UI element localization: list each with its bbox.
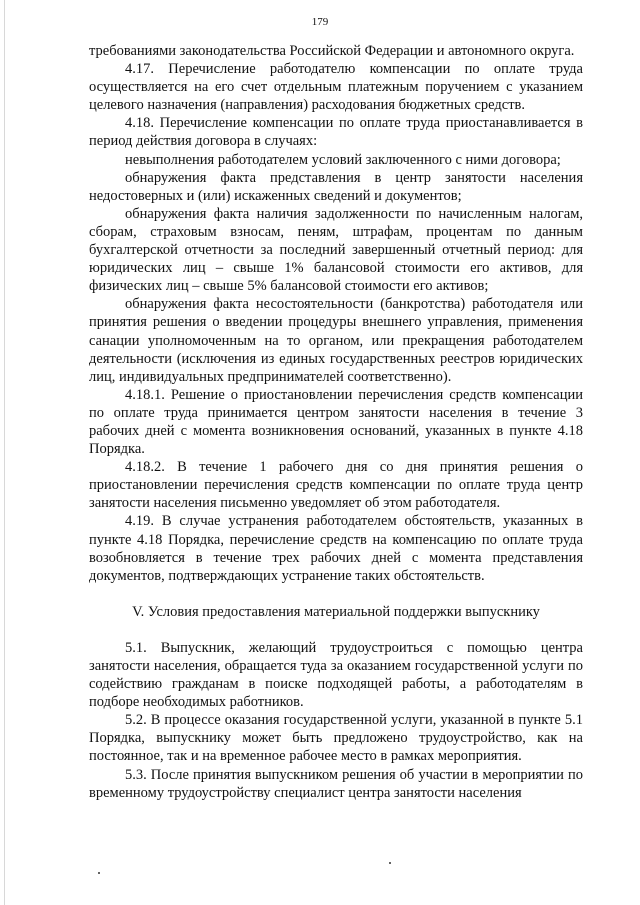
paragraph: обнаружения факта представления в центр занятости населения недостоверных и (или) искаженных сведений и документов; xyxy=(89,169,583,204)
paragraph: 5.1. Выпускник, желающий трудоустроиться с помощью центра занятости населения, обращается туда за оказанием государственной услуги по содействию гражданам в поиске подходящей работы, а работодателям в подборе необходимых работников. xyxy=(89,639,583,711)
paragraph: обнаружения факта наличия задолженности по начисленным налогам, сборам, страховым взносам, пеням, штрафам, процентам по данным бухгалтерской отчетности за последний завершенный отчетный период: для юридических лиц – свыше 1% балансовой стоимости его активов, для физических лиц – свыше 5% балансовой стоимости его активов; xyxy=(89,205,583,295)
scan-speck xyxy=(389,862,391,864)
paragraph: требованиями законодательства Российской Федерации и автономного округа. xyxy=(89,43,575,59)
paragraph: 5.2. В процессе оказания государственной услуги, указанной в пункте 5.1 Порядка, выпускнику может быть предложено трудоустройство, как на постоянное, так и на временное рабочее место в рамках мероприятия. xyxy=(89,712,583,765)
document-body xyxy=(89,42,583,802)
paragraph: невыполнения работодателем условий заключенного с ними договора; xyxy=(125,151,561,168)
paragraph: 4.18.2. В течение 1 рабочего дня со дня принятия решения о приостановлении перечисления средств компенсации по оплате труда центр занятости населения письменно уведомляет об этом работодателя. xyxy=(89,459,583,512)
paragraph: обнаружения факта несостоятельности (банкротства) работодателя или принятия решения о введении процедуры внешнего управления, применения санации уполномоченным на то органом, или прекращения работодателем деятельности (исключения из единых государственных реестров юридических лиц, индивидуальных предпринимателей соответственно). xyxy=(89,296,583,385)
scan-speck xyxy=(98,872,100,874)
paragraph: 4.18.1. Решение о приостановлении перечисления средств компенсации по оплате труда принимается центром занятости населения в течение 3 рабочих дней с момента возникновения оснований, указанных в пункте 4.18 Порядка. xyxy=(89,386,583,458)
scan-edge xyxy=(4,0,5,905)
paragraph: 4.17. Перечисление работодателю компенсации по оплате труда осуществляется на его счет отдельным платежным поручением с указанием целевого назначения (направления) расходования бюджетных средств. xyxy=(89,61,583,114)
section-heading: V. Условия предоставления материальной поддержки выпускнику xyxy=(132,603,540,620)
paragraph: 4.19. В случае устранения работодателем обстоятельств, указанных в пункте 4.18 Порядка, перечисление средств на компенсацию по оплате труда возобновляется в течение трех рабочих дней с момента представления документов, подтверждающих устранение таких обстоятельств. xyxy=(89,513,583,584)
page-number: 179 xyxy=(311,16,329,28)
paragraph: 4.18. Перечисление компенсации по оплате труда приостанавливается в период действия договора в случаях: xyxy=(89,115,583,150)
paragraph: 5.3. После принятия выпускником решения об участии в мероприятии по временному трудоустройству специалист центра занятости населения xyxy=(89,766,583,801)
